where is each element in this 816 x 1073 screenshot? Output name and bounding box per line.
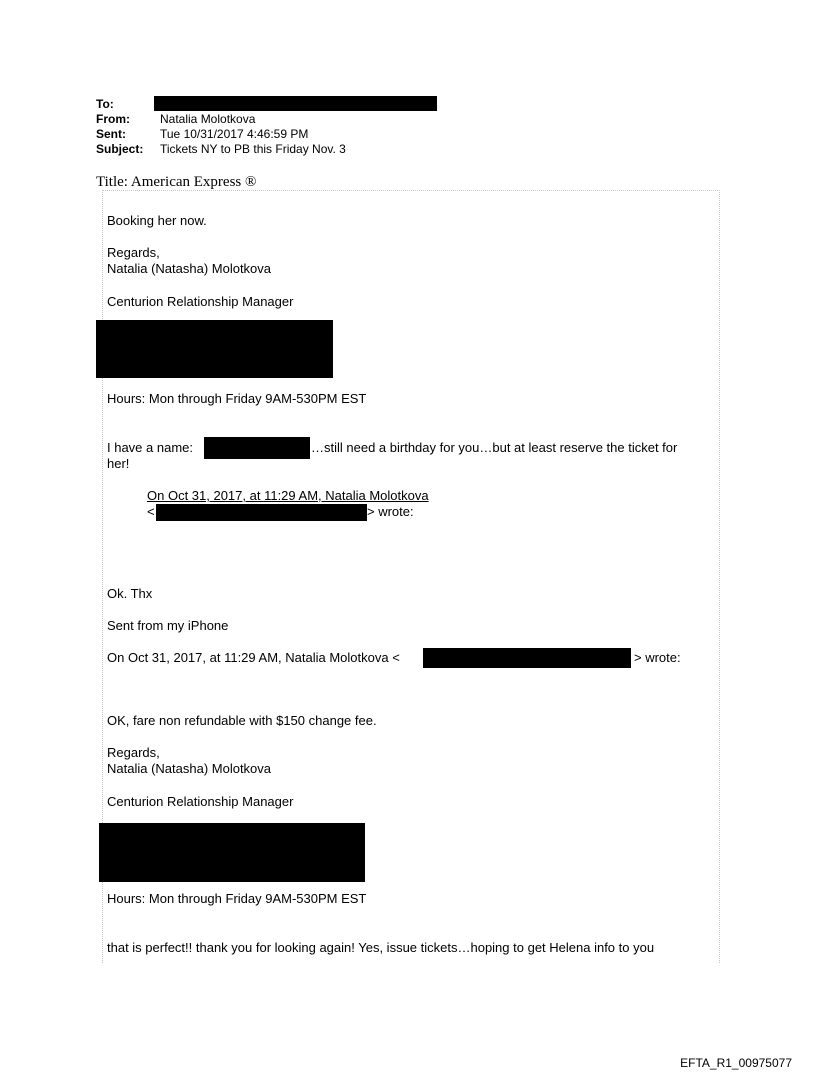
- quote-header-1: On Oct 31, 2017, at 11:29 AM, Natalia Molotkova: [147, 488, 429, 503]
- quote-wrote-2: > wrote:: [634, 650, 681, 665]
- signature-role-2: Centurion Relationship Manager: [107, 794, 294, 809]
- subject-label: Subject:: [96, 142, 144, 156]
- from-label: From:: [96, 112, 130, 126]
- document-id: EFTA_R1_00975077: [680, 1056, 792, 1070]
- redaction-contact-block-1: [96, 320, 333, 378]
- to-label: To:: [96, 97, 114, 111]
- name-line-continuation: her!: [107, 456, 130, 471]
- from-value: Natalia Molotkova: [160, 112, 256, 126]
- signature-name-2: Natalia (Natasha) Molotkova: [107, 761, 272, 776]
- redaction-to-address: [154, 96, 437, 111]
- sent-label: Sent:: [96, 127, 126, 141]
- signature-name-1: Natalia (Natasha) Molotkova: [107, 261, 272, 276]
- name-line-start: I have a name:: [107, 440, 193, 455]
- signature-role-1: Centurion Relationship Manager: [107, 294, 294, 309]
- redaction-contact-block-2: [99, 823, 365, 882]
- sent-from-iphone: Sent from my iPhone: [107, 618, 229, 633]
- name-line-end: …still need a birthday for you…but at least reserve the ticket for: [311, 440, 678, 455]
- fare-line: OK, fare non refundable with $150 change fee.: [107, 713, 377, 728]
- regards-1: Regards,: [107, 245, 160, 260]
- redaction-email-2: [423, 648, 631, 668]
- quote-wrote-1: > wrote:: [367, 504, 414, 519]
- regards-2: Regards,: [107, 745, 160, 760]
- redaction-email-1: [156, 504, 367, 521]
- body-line-booking: Booking her now.: [107, 213, 207, 228]
- perfect-line: that is perfect!! thank you for looking again! Yes, issue tickets…hoping to get Helena info to you: [107, 940, 655, 955]
- quote-header-2: On Oct 31, 2017, at 11:29 AM, Natalia Molotkova <: [107, 650, 400, 665]
- ok-thx: Ok. Thx: [107, 586, 153, 601]
- subject-value: Tickets NY to PB this Friday Nov. 3: [160, 142, 346, 156]
- hours-1: Hours: Mon through Friday 9AM-530PM EST: [107, 391, 367, 406]
- document-title: Title: American Express ®: [96, 174, 257, 190]
- sent-value: Tue 10/31/2017 4:46:59 PM: [160, 127, 309, 141]
- redaction-name: [204, 437, 310, 459]
- quote-lt: <: [147, 504, 155, 519]
- hours-2: Hours: Mon through Friday 9AM-530PM EST: [107, 891, 367, 906]
